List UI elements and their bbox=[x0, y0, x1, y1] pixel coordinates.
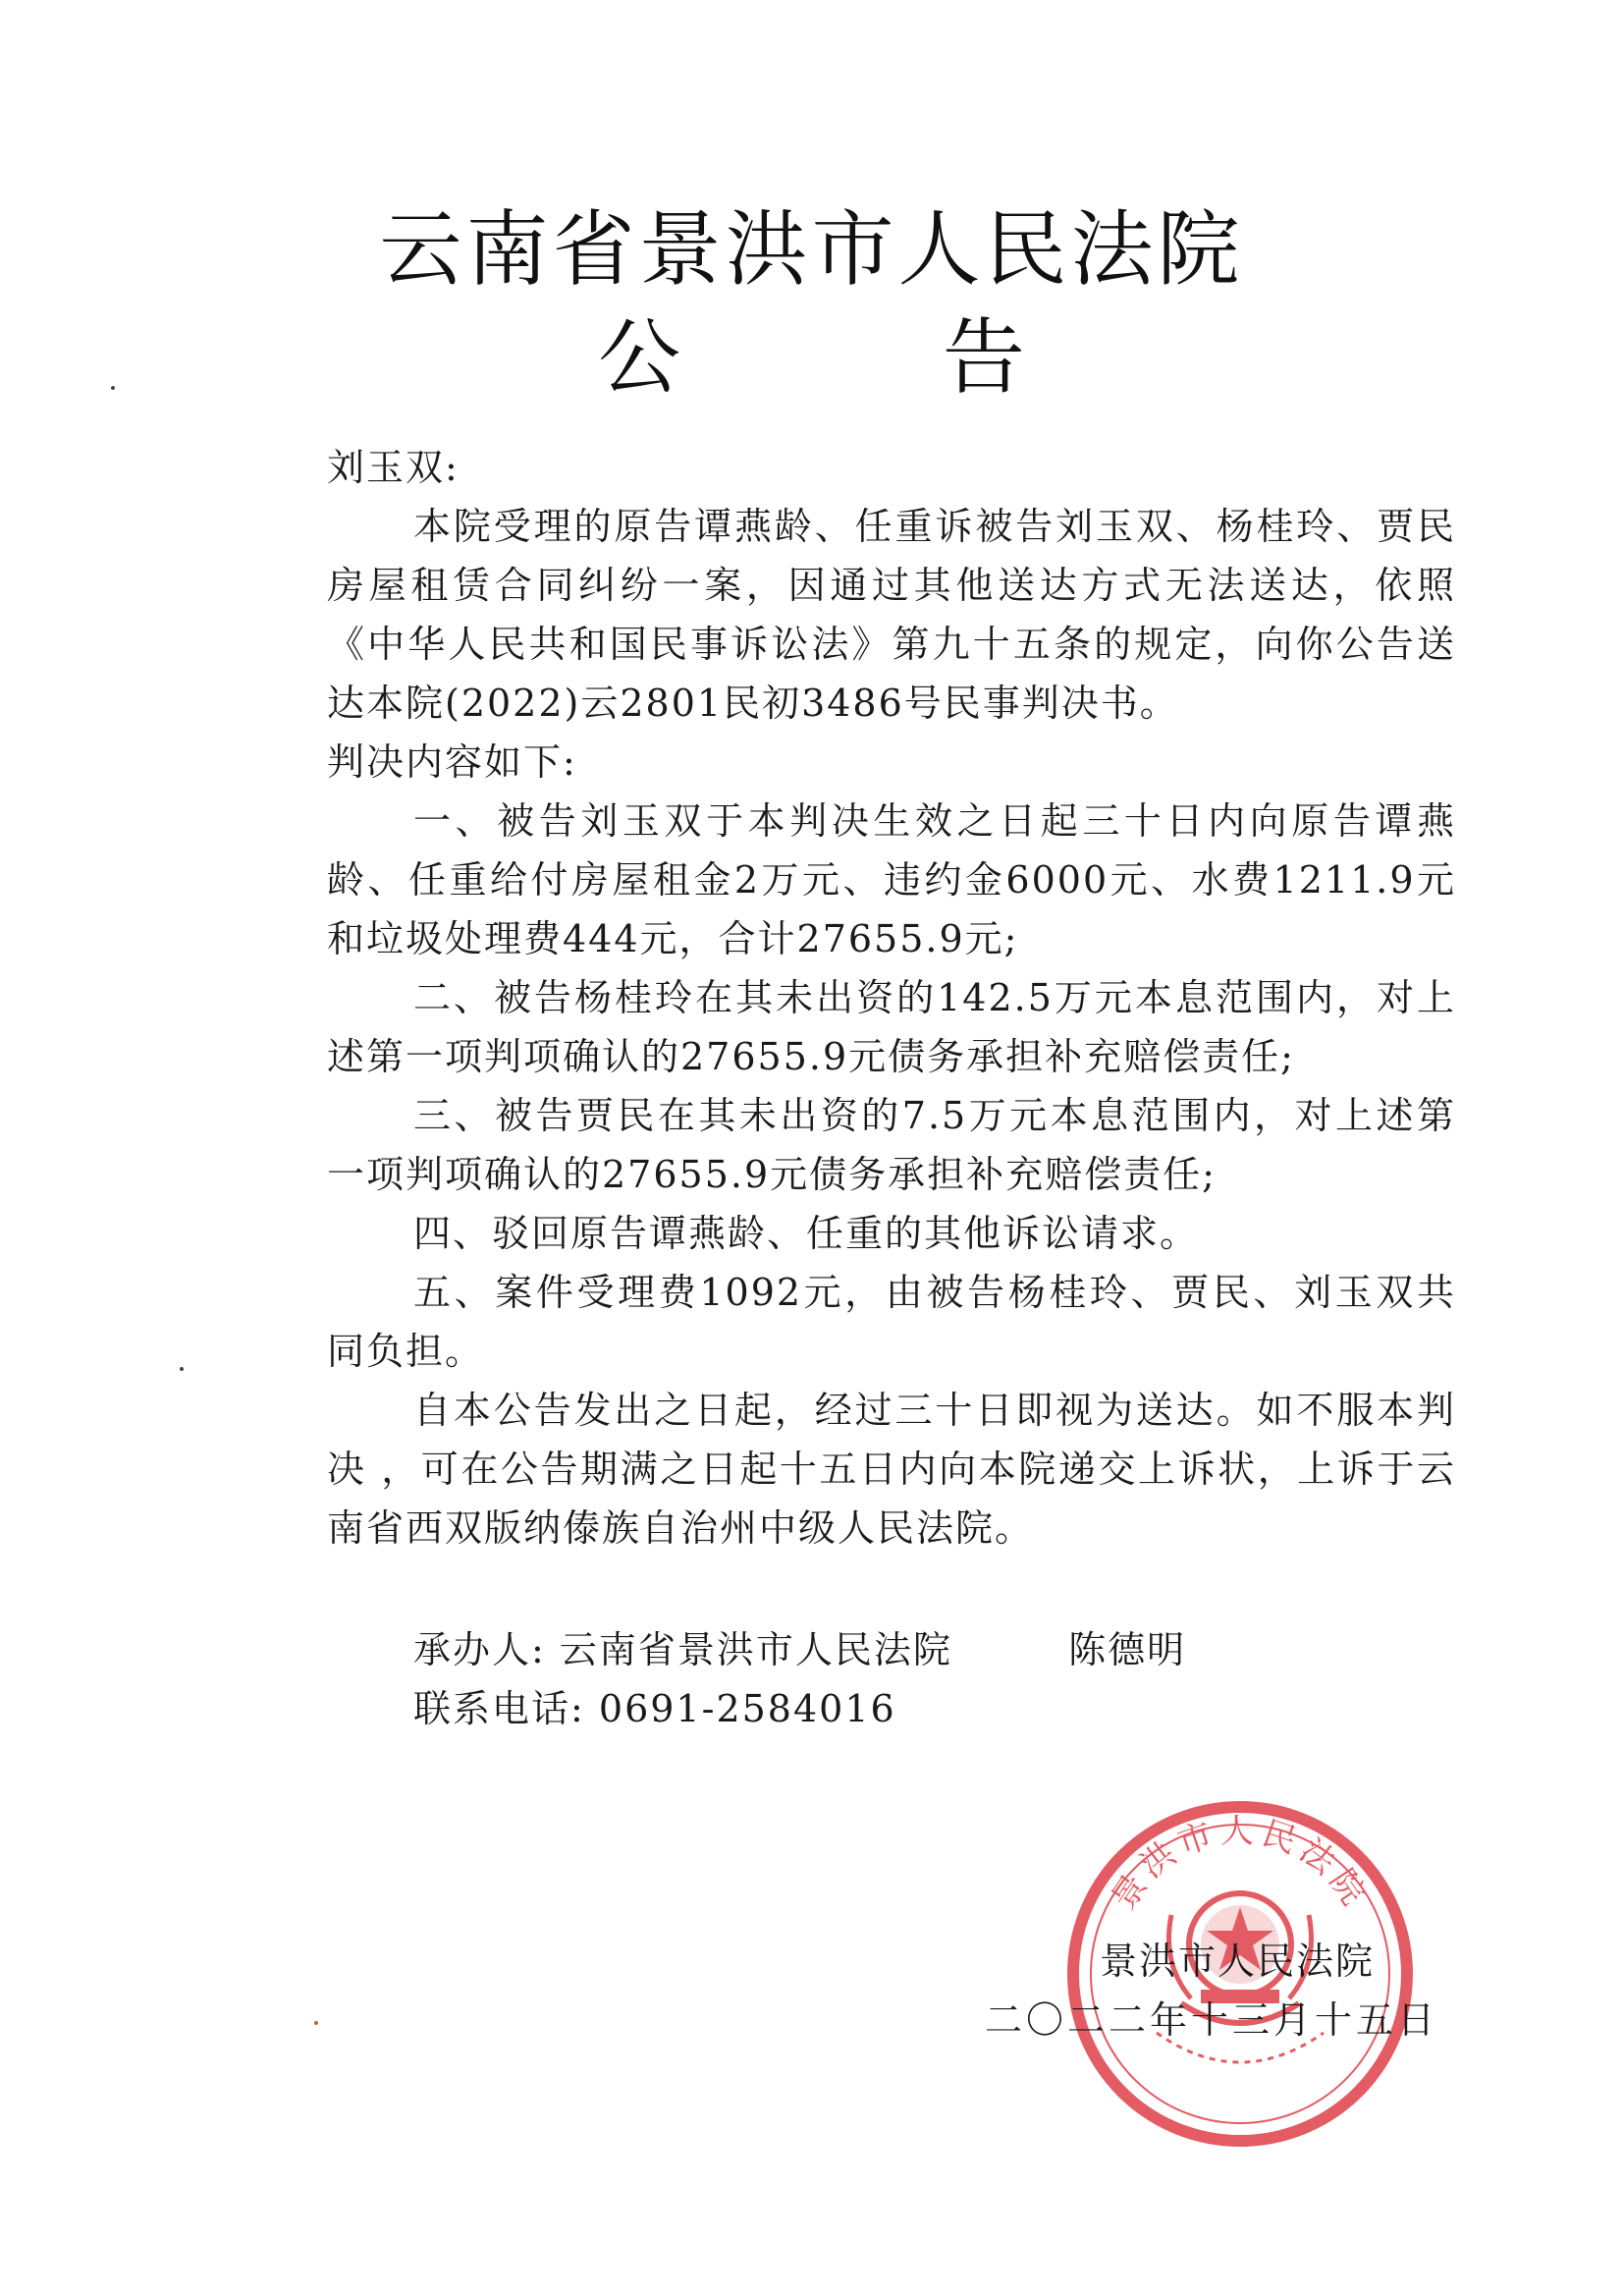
signature-court: 景洪市人民法院 bbox=[1100, 1940, 1376, 1983]
handler-label: 承办人: bbox=[413, 1628, 546, 1671]
judgment-item-5: 五、案件受理费1092元，由被告杨桂玲、贾民、刘玉双共同负担。 bbox=[327, 1271, 1456, 1373]
phone-number: 0691-2584016 bbox=[598, 1687, 896, 1730]
svg-text:景洪市人民法院: 景洪市人民法院 bbox=[1104, 1812, 1377, 1918]
addressee: 刘玉双: bbox=[327, 446, 460, 489]
paragraph-intro: 本院受理的原告谭燕龄、任重诉被告刘玉双、杨桂玲、贾民房屋租赁合同纠纷一案，因通过其他送达方式无法送达，依照《中华人民共和国民事诉讼法》第九十五条的规定，向你公告送达本院(2022)云2801民初3486号民事判决书。 bbox=[327, 505, 1456, 725]
handler-court: 云南省景洪市人民法院 bbox=[559, 1628, 952, 1671]
paragraph-judgment-lead: 判决内容如下: bbox=[327, 740, 577, 784]
judgment-item-1: 一、被告刘玉双于本判决生效之日起三十日内向原告谭燕龄、任重给付房屋租金2万元、违约金6000元、水费1211.9元和垃圾处理费444元，合计27655.9元; bbox=[327, 799, 1456, 960]
contact-block bbox=[327, 1620, 1456, 1738]
judgment-item-2: 二、被告杨桂玲在其未出资的142.5万元本息范围内，对上述第一项判项确认的27655.9元债务承担补充赔偿责任; bbox=[327, 976, 1456, 1078]
phone-line bbox=[327, 1679, 1456, 1738]
scan-speck bbox=[111, 386, 115, 390]
scan-speck bbox=[314, 2021, 318, 2025]
signature-date: 二〇二二年十三月十五日 bbox=[985, 1998, 1439, 2042]
notice-heading: 公 告 bbox=[598, 309, 1143, 406]
handler-line bbox=[327, 1620, 1456, 1679]
handler-name: 陈德明 bbox=[1068, 1628, 1187, 1671]
scan-speck bbox=[180, 1367, 184, 1371]
closing-paragraph: 自本公告发出之日起，经过三十日即视为送达。如不服本判决 ，可在公告期满之日起十五日内向本院递交上诉状，上诉于云南省西双版纳傣族自治州中级人民法院。 bbox=[327, 1389, 1456, 1550]
judgment-item-4: 四、驳回原告谭燕龄、任重的其他诉讼请求。 bbox=[413, 1212, 1200, 1255]
notice-body bbox=[327, 438, 1456, 1558]
court-name-heading: 云南省景洪市人民法院 bbox=[379, 201, 1244, 298]
judgment-item-3: 三、被告贾民在其未出资的7.5万元本息范围内，对上述第一项判项确认的27655.9元债务承担补充赔偿责任; bbox=[327, 1094, 1456, 1196]
phone-label: 联系电话: bbox=[413, 1687, 585, 1730]
